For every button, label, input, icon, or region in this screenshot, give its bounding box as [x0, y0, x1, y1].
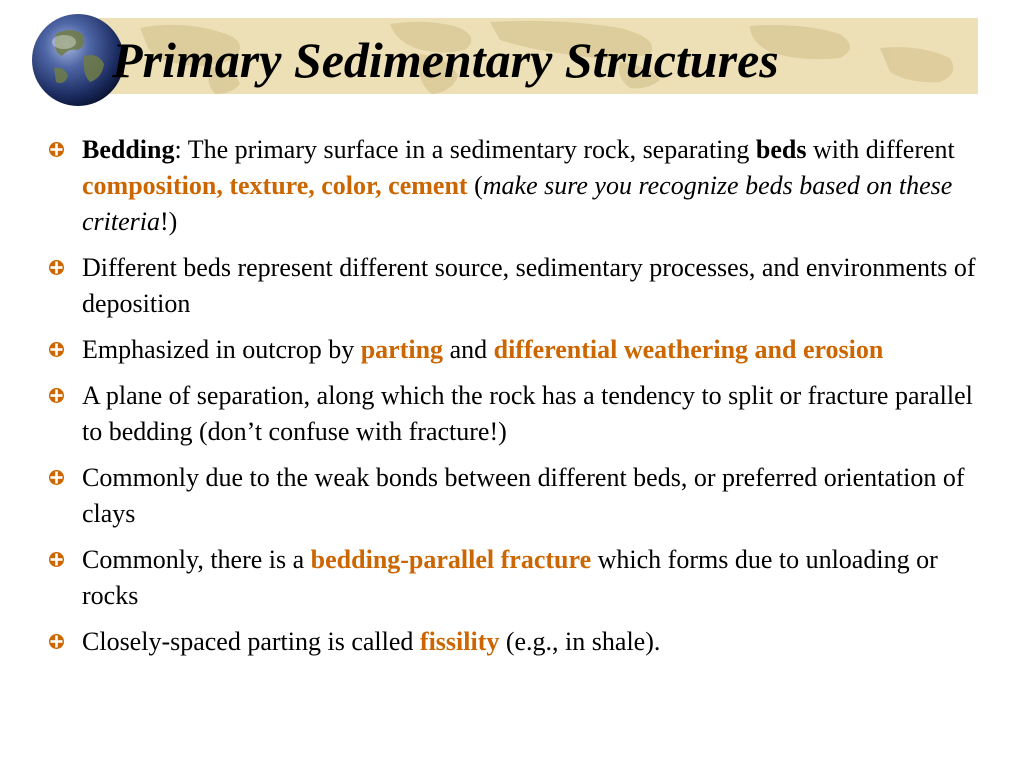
parting-term: parting [360, 335, 444, 364]
bullet-marker-icon [48, 141, 65, 158]
slide-title: Primary Sedimentary Structures [112, 32, 779, 88]
close-paren: !) [160, 207, 178, 236]
bullet-text: Commonly, there is a [82, 545, 311, 574]
bullet-text: Commonly due to the weak bonds between different beds, or preferred orientation of clays [82, 463, 965, 528]
bullet-item-plane [48, 378, 978, 450]
bedding-text: with different [806, 135, 955, 164]
bedding-criteria: composition, texture, color, cement [82, 171, 468, 200]
fracture-term: bedding-parallel fracture [310, 545, 592, 574]
bullet-text: Different beds represent different source, sedimentary processes, and environments of deposition [82, 253, 976, 318]
bullet-item-emphasized [48, 332, 978, 368]
bullet-text: which forms due to unloading or rocks [82, 545, 938, 610]
bullet-list [48, 132, 978, 670]
bullet-item-beds-represent [48, 250, 978, 322]
bullet-item-weak-bonds [48, 460, 978, 532]
bedding-definition: : The primary surface in a sedimentary rock, separating [174, 135, 756, 164]
bullet-marker-icon [48, 341, 65, 358]
bullet-text: Closely-spaced parting is called [82, 627, 420, 656]
bullet-item-bedding [48, 132, 978, 240]
bullet-item-fracture [48, 542, 978, 614]
beds-term: beds [755, 135, 807, 164]
bedding-term: Bedding [82, 135, 175, 164]
bullet-item-fissility [48, 624, 978, 660]
bedding-note: make sure you recognize beds based on these criteria [82, 171, 953, 236]
bullet-marker-icon [48, 259, 65, 276]
open-paren: ( [467, 171, 483, 200]
bullet-text: (e.g., in shale). [499, 627, 661, 656]
bullet-text: Emphasized in outcrop by [82, 335, 361, 364]
fissility-term: fissility [419, 627, 500, 656]
bullet-marker-icon [48, 387, 65, 404]
bullet-marker-icon [48, 551, 65, 568]
bullet-text: A plane of separation, along which the rock has a tendency to split or fracture parallel to bedding (don’t confuse with fracture!) [82, 381, 973, 446]
weathering-term: differential weathering and erosion [493, 335, 884, 364]
bullet-marker-icon [48, 633, 65, 650]
bullet-text: and [443, 335, 494, 364]
bullet-marker-icon [48, 469, 65, 486]
